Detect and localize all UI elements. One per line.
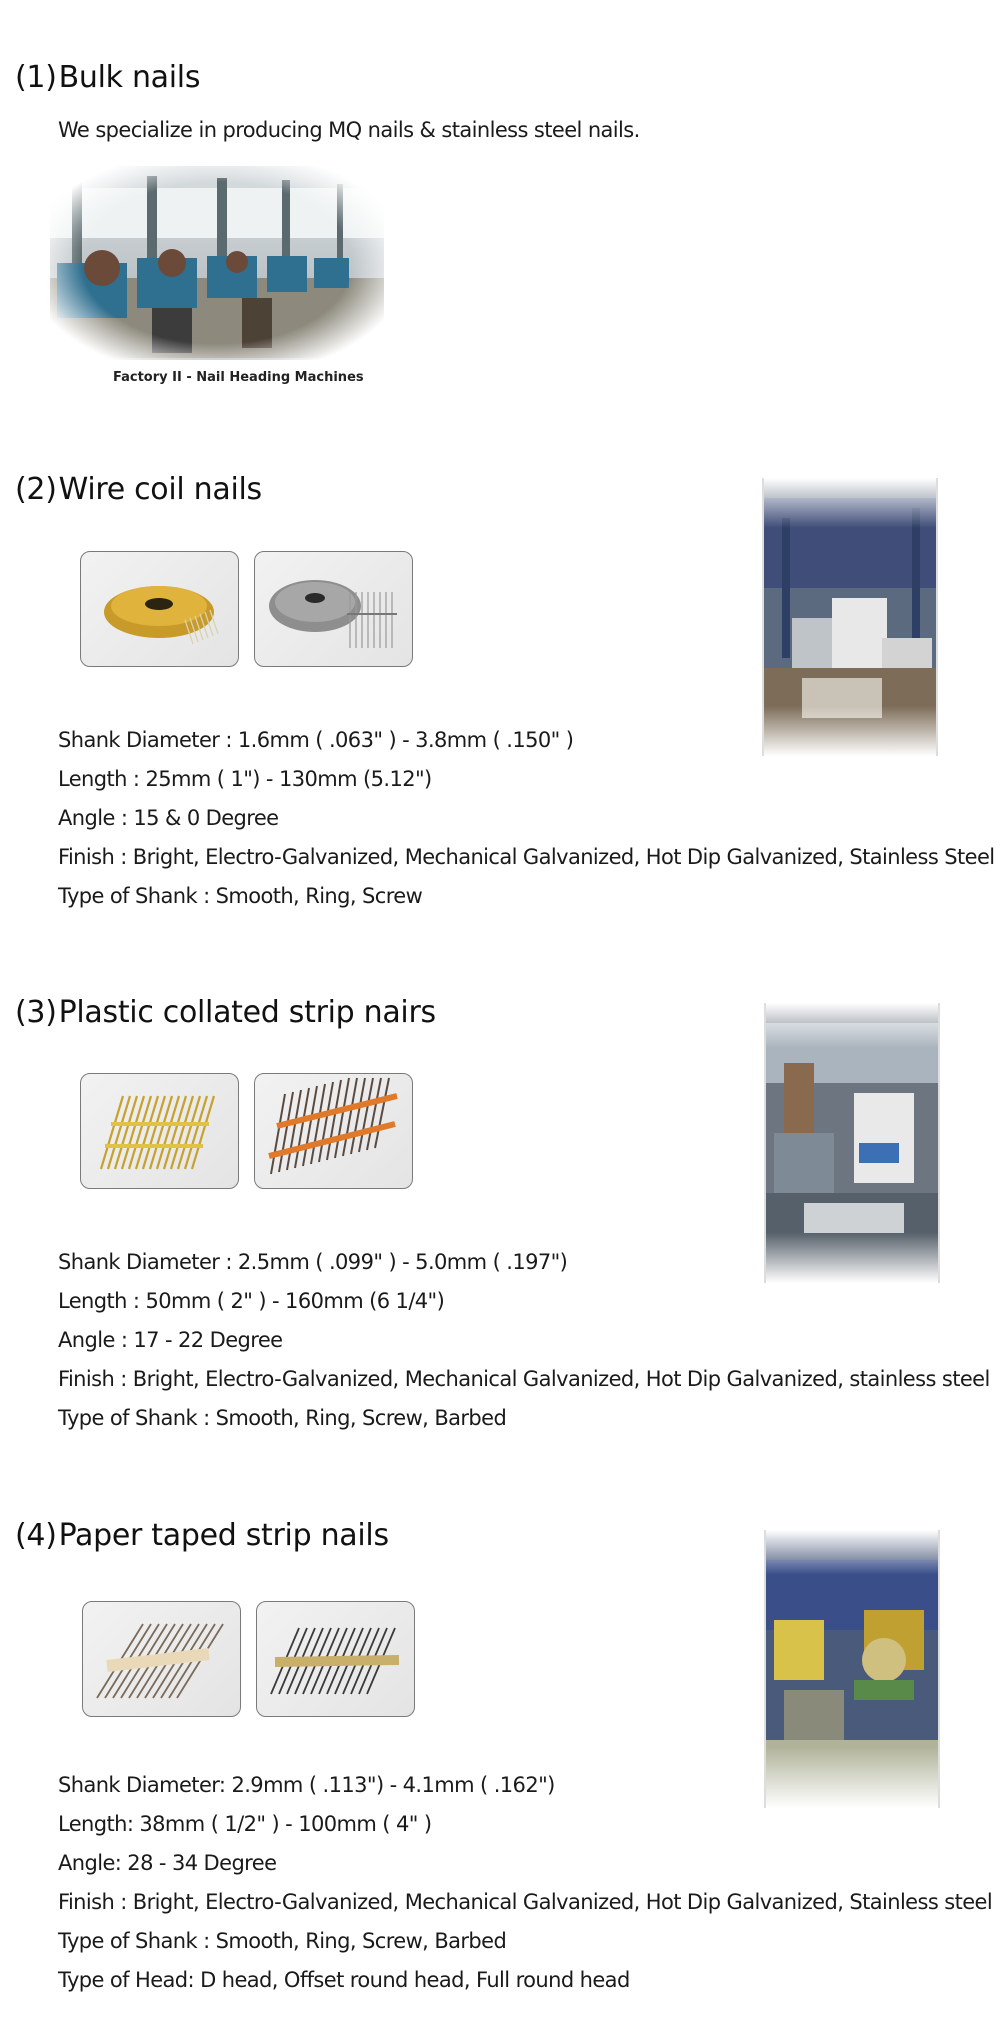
section-1-title: Bulk nails [58,60,201,95]
section-3-number: (3) [15,995,57,1030]
section-1-number: (1) [15,60,57,95]
section-1-heading [15,60,200,95]
factory-photo-caption: Factory II - Nail Heading Machines [113,370,364,385]
plastic-strip-spec-shank-type: Type of Shank : Smooth, Ring, Screw, Barbed [58,1406,507,1430]
plastic-strip-orange-photo [254,1073,413,1189]
paper-strip-spec-angle: Angle: 28 - 34 Degree [58,1851,277,1875]
plastic-strip-gold-photo [80,1073,239,1189]
wire-coil-spec-shank-type: Type of Shank : Smooth, Ring, Screw [58,884,423,908]
section-3-title: Plastic collated strip nairs [58,995,436,1030]
section-2-title: Wire coil nails [58,472,262,507]
plastic-strip-spec-angle: Angle : 17 - 22 Degree [58,1328,283,1352]
coil-nails-gold-photo [80,551,239,667]
coil-nails-silver-photo [254,551,413,667]
wire-coil-machine-photo [762,478,938,756]
section-2-number: (2) [15,472,57,507]
section-4-heading [15,1518,389,1553]
section-4-title: Paper taped strip nails [58,1518,389,1553]
paper-strip-spec-shank-type: Type of Shank : Smooth, Ring, Screw, Barbed [58,1929,507,1953]
paper-strip-spec-finish: Finish : Bright, Electro-Galvanized, Mechanical Galvanized, Hot Dip Galvanized, Stainless steel [58,1890,993,1914]
wire-coil-spec-shank-diameter: Shank Diameter : 1.6mm ( .063" ) - 3.8mm ( .150" ) [58,728,574,752]
wire-coil-spec-finish: Finish : Bright, Electro-Galvanized, Mechanical Galvanized, Hot Dip Galvanized, Stainless Steel [58,845,995,869]
paper-strip-spec-head-type: Type of Head: D head, Offset round head, Full round head [58,1968,630,1992]
wire-coil-spec-length: Length : 25mm ( 1") - 130mm (5.12") [58,767,432,791]
section-1-intro: We specialize in producing MQ nails & stainless steel nails. [58,118,640,142]
paper-strip-spec-length: Length: 38mm ( 1/2" ) - 100mm ( 4" ) [58,1812,432,1836]
section-4-number: (4) [15,1518,57,1553]
plastic-strip-spec-shank-diameter: Shank Diameter : 2.5mm ( .099" ) - 5.0mm ( .197") [58,1250,568,1274]
paper-strip-light-photo [82,1601,241,1717]
factory-photo [42,158,392,368]
wire-coil-spec-angle: Angle : 15 & 0 Degree [58,806,279,830]
section-2-heading [15,472,262,507]
plastic-strip-spec-length: Length : 50mm ( 2" ) - 160mm (6 1/4") [58,1289,445,1313]
plastic-strip-machine-photo [764,1003,940,1283]
paper-strip-dark-photo [256,1601,415,1717]
section-3-heading [15,995,436,1030]
paper-strip-machine-photo [764,1530,940,1808]
plastic-strip-spec-finish: Finish : Bright, Electro-Galvanized, Mechanical Galvanized, Hot Dip Galvanized, stainless steel [58,1367,990,1391]
paper-strip-spec-shank-diameter: Shank Diameter: 2.9mm ( .113") - 4.1mm ( .162") [58,1773,555,1797]
